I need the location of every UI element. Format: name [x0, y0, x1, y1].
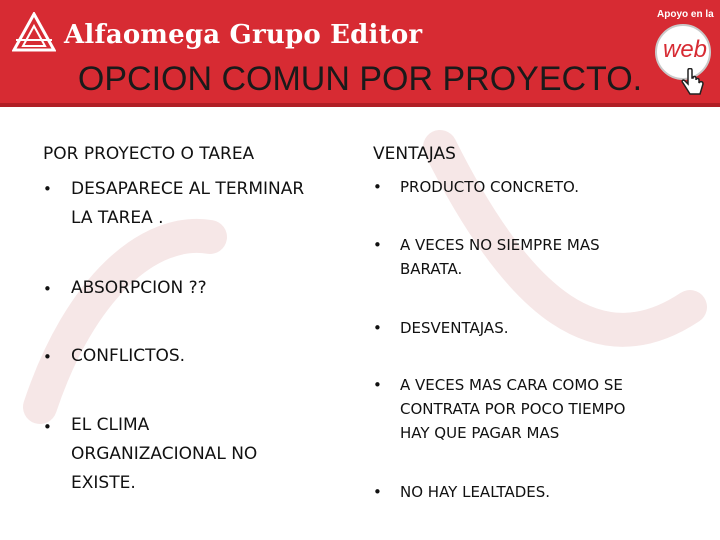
right-item-4-line-2: CONTRATA POR POCO TIEMPO	[400, 400, 626, 418]
web-badge-label: web	[662, 36, 708, 63]
left-item-1-line-2: LA TAREA .	[71, 208, 164, 228]
right-item-3	[400, 316, 508, 340]
right-item-1-line-1: PRODUCTO CONCRETO.	[400, 178, 580, 196]
left-item-4-line-3: EXISTE.	[71, 473, 136, 493]
left-item-3	[71, 342, 185, 371]
bullet-icon: •	[43, 418, 52, 436]
left-item-4-line-2: ORGANIZACIONAL NO	[71, 444, 258, 464]
left-item-1	[71, 175, 304, 233]
right-item-4-line-1: A VECES MAS CARA COMO SE	[400, 376, 623, 394]
brand-name: Alfaomega Grupo Editor	[64, 20, 423, 50]
right-item-2	[400, 233, 600, 281]
right-item-4	[400, 373, 625, 445]
right-item-2-line-2: BARATA.	[400, 260, 463, 278]
bullet-icon: •	[43, 180, 52, 198]
support-label: Apoyo en la	[657, 9, 714, 20]
bullet-icon: •	[43, 348, 52, 366]
bullet-icon: •	[373, 319, 382, 337]
left-heading: POR PROYECTO O TAREA	[43, 144, 255, 164]
bullet-icon: •	[373, 178, 382, 196]
alfaomega-logo-icon	[12, 12, 56, 52]
bullet-icon: •	[373, 236, 382, 254]
right-item-1	[400, 175, 579, 199]
slide-title: OPCION COMUN POR PROYECTO.	[77, 60, 643, 98]
right-heading: VENTAJAS	[373, 144, 456, 164]
right-item-5-line-1: NO HAY LEALTADES.	[400, 483, 551, 501]
left-item-4	[71, 411, 257, 498]
bullet-icon: •	[43, 280, 52, 298]
right-item-3-line-1: DESVENTAJAS.	[400, 319, 509, 337]
left-item-3-line-1: CONFLICTOS.	[71, 346, 186, 366]
right-item-5	[400, 480, 550, 504]
left-item-2-line-1: ABSORPCION ??	[71, 278, 207, 298]
left-item-4-line-1: EL CLIMA	[71, 415, 150, 435]
bullet-icon: •	[373, 376, 382, 394]
bullet-icon: •	[373, 483, 382, 501]
right-item-4-line-3: HAY QUE PAGAR MAS	[400, 424, 560, 442]
right-item-2-line-1: A VECES NO SIEMPRE MAS	[400, 236, 600, 254]
left-item-1-line-1: DESAPARECE AL TERMINAR	[71, 179, 305, 199]
left-item-2	[71, 274, 207, 303]
